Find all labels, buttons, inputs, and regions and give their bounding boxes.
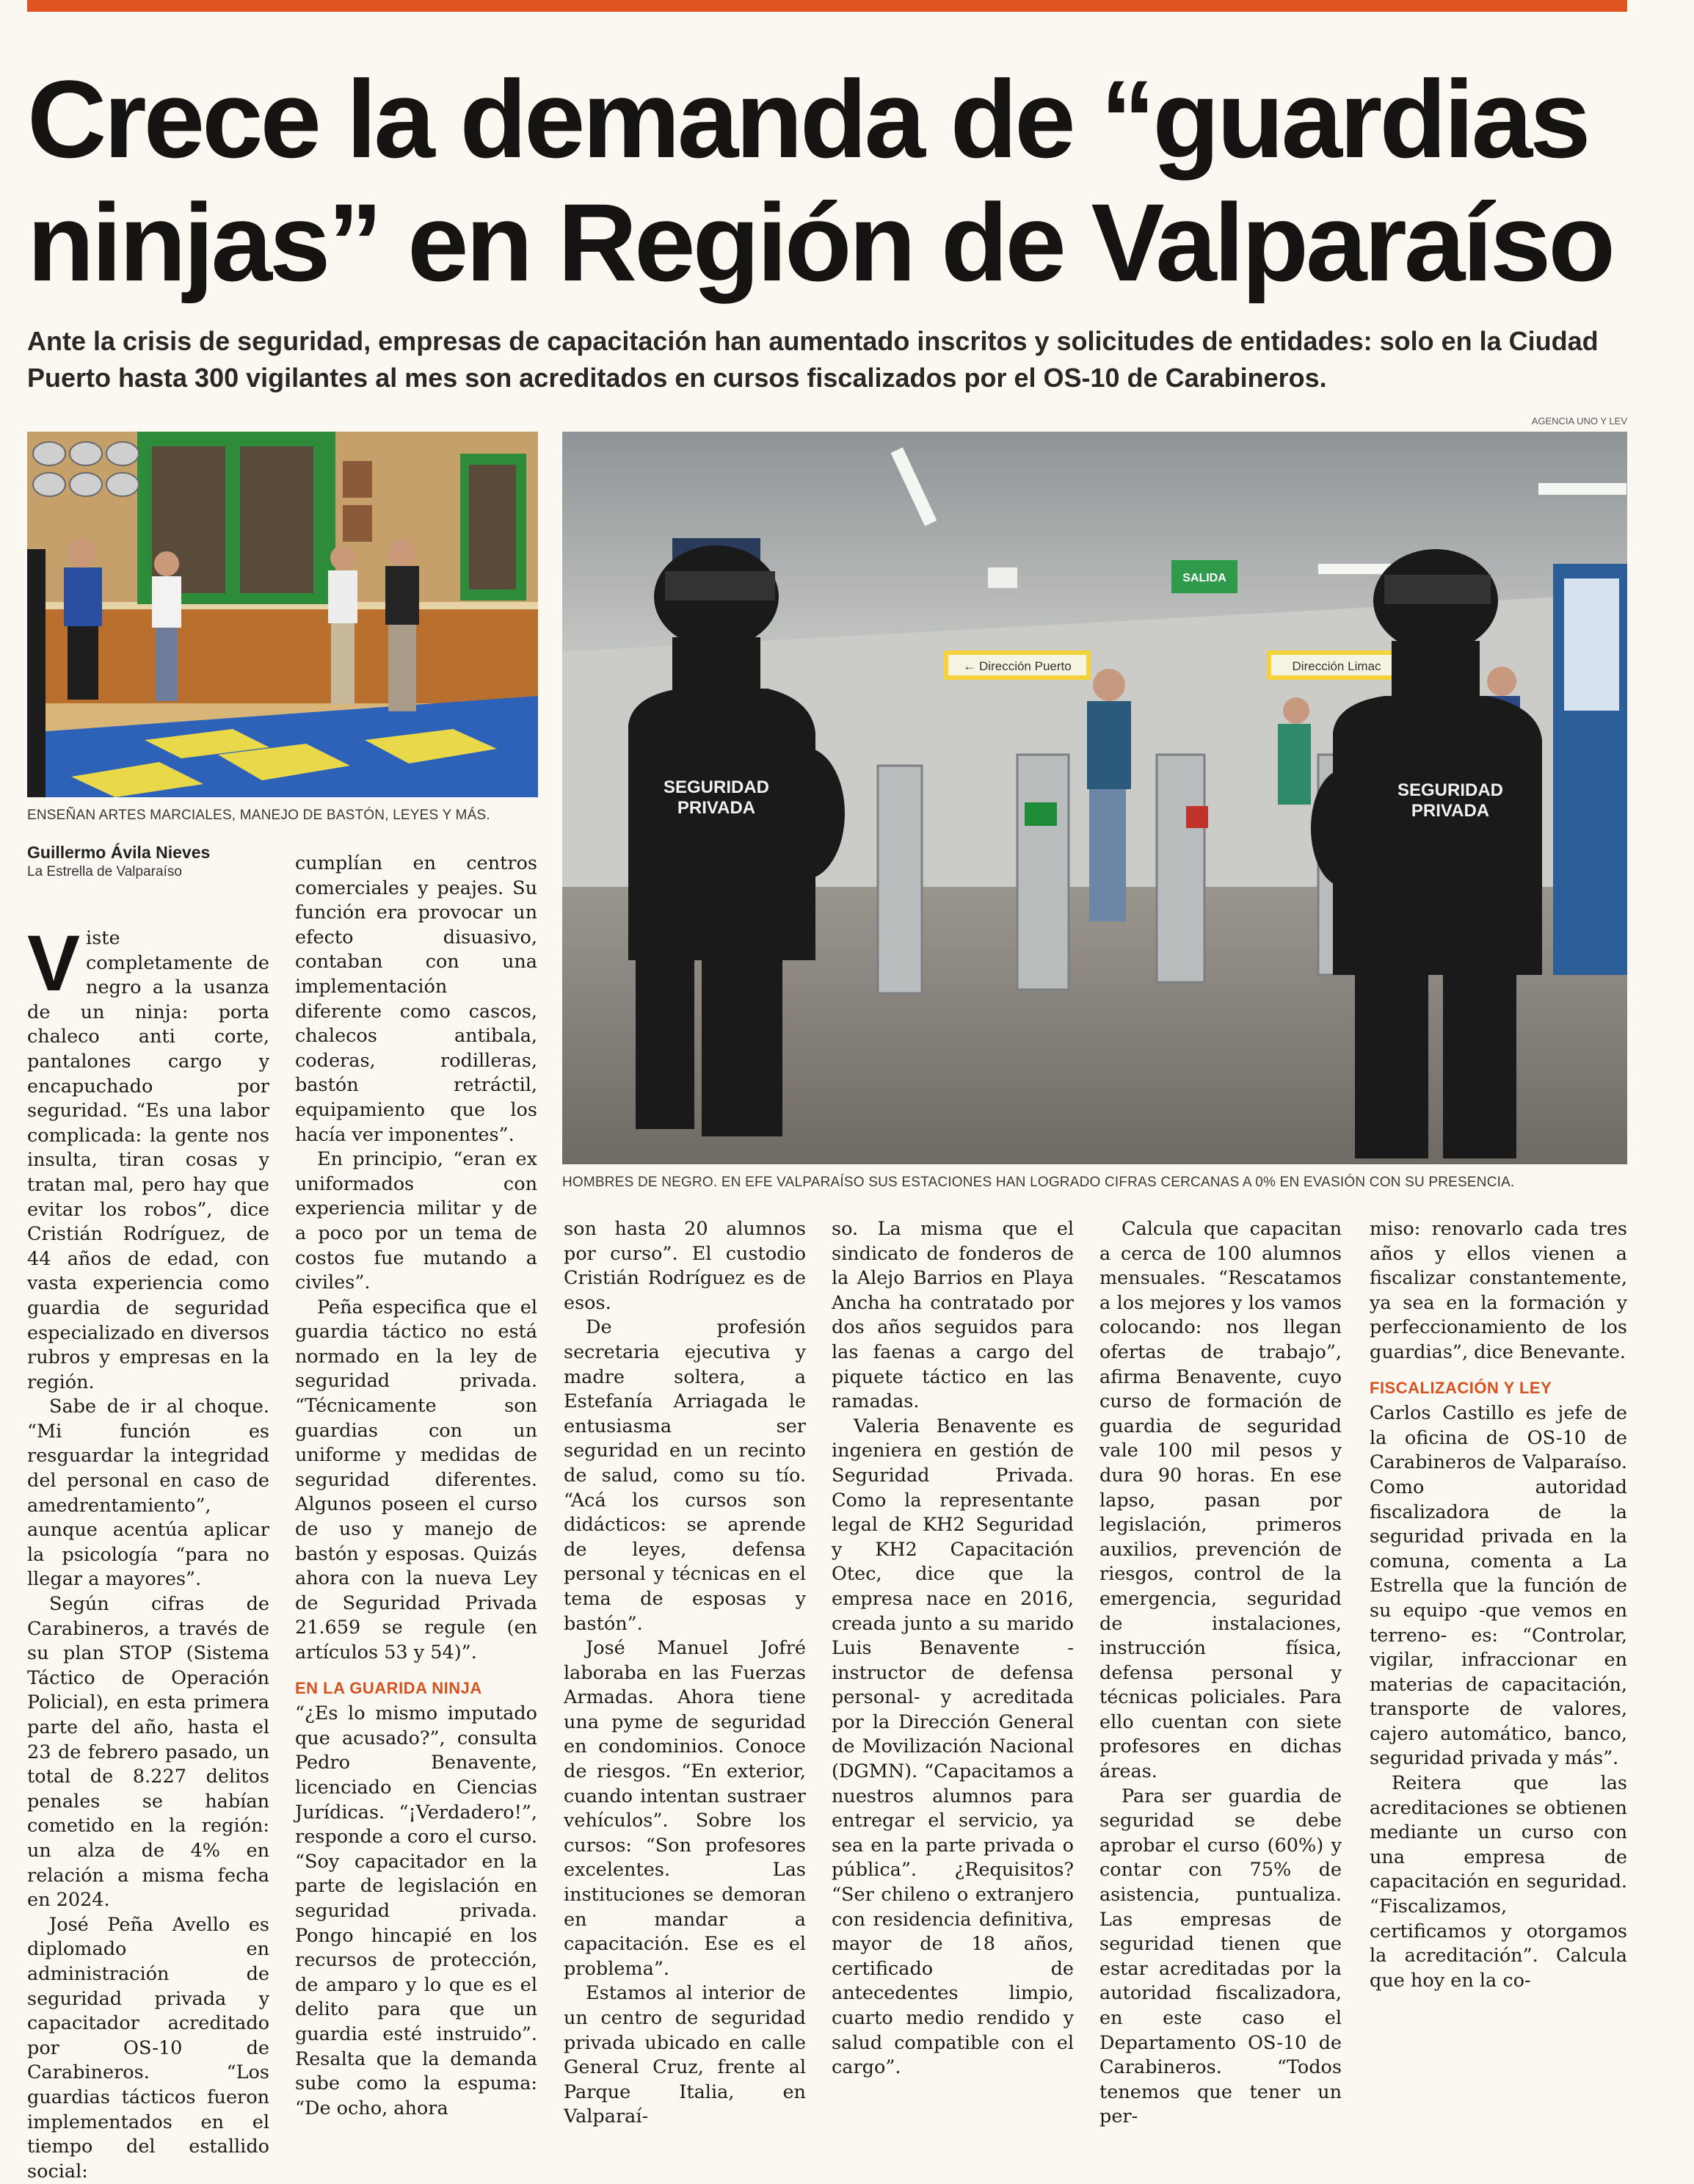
headline-line-1: Crece la demanda de “guardias (27, 57, 1588, 181)
column-6 (1370, 1217, 1627, 1993)
paragraph: En principio, “eran ex uniformados con experiencia militar y de a poco por un tema de costos fue mutando a civiles”. (295, 1148, 537, 1294)
paragraph: “¿Es lo mismo imputado que acusado?”, consulta Pedro Benavente, licenciado en Ciencias Jurídicas. “¡Verdadero!”, responde a coro el curso. “Soy capacitador en la parte de legislación en seguridad privada. Pongo hincapié en los recursos de protección, de amparo y lo que es el delito para que un guardia esté instruido”. Resalta que la demanda sube como la espuma: “De ocho, ahora (295, 1702, 537, 2119)
paragraph: Reitera que las acreditaciones se obtienen mediante un curso con una empresa de capacitación en seguridad. “Fiscalizamos, certificamos y otorgamos la acreditación”. Calcula que hoy en la co- (1370, 1772, 1627, 1992)
paragraph: José Peña Avello es diplomado en administración de seguridad privada y capacitador acreditado por OS-10 de Carabineros. “Los guardias tácticos fueron implementados en el tiempo del estallido social: (27, 1913, 269, 2183)
sign-limache: Dirección Limac (1292, 659, 1381, 673)
paragraph: Valeria Benavente es ingeniera en gestión de Seguridad Privada. Como la representante legal de KH2 Seguridad y KH2 Capacitación Otec, dice que la empresa nace en 2016, creada junto a su marido Luis Benavente -instructor de defensa personal- y acreditada por la Dirección General de Movilización Nacional (DGMN). “Capacitamos a nuestros alumnos para entregar el servicio, ya sea en la parte privada o pública”. ¿Requisitos? “Ser chileno o extranjero con residencia definitiva, mayor de 18 años, certificado de antecedentes limpio, cuarto medio rendido y salud compatible con el cargo”. (832, 1415, 1074, 2079)
author-name: Guillermo Ávila Nieves (27, 843, 211, 862)
paragraph: Sabe de ir al choque. “Mi función es resguardar la integridad del personal en caso de amedrentamiento”, aunque acentúa aplicar la psicología “para no llegar a mayores”. (27, 1396, 269, 1591)
top-accent-bar (27, 0, 1627, 12)
author-outlet: La Estrella de Valparaíso (27, 864, 182, 879)
vest-right-line1: SEGURIDAD (1397, 780, 1504, 800)
byline (27, 843, 291, 880)
column-5 (1099, 1217, 1342, 2130)
drop-cap: V (27, 918, 81, 1007)
headline-line-2: ninjas” en Región de Valparaíso (27, 181, 1613, 304)
vest-right-line2: PRIVADA (1411, 801, 1490, 821)
paragraph: Carlos Castillo es jefe de la oficina de OS-10 de Carabineros de Valparaíso. Como autoridad fiscalizadora de la seguridad privada en la comuna, comenta a La Estrella que la función de su equipo -que vemos en terreno- es: “Controlar, vigilar, infraccionar en materias de capacitación, transporte de valores, cajero automático, banco, seguridad privada y más”. (1370, 1402, 1627, 1770)
paragraph: cumplían en centros comerciales y peajes. Su función era provocar un efecto disuasivo, contaban con una implementación diferente como cascos, chalecos antibala, coderas, rodilleras, bastón retráctil, equipamiento que los hacía ver imponentes”. (295, 852, 537, 1146)
sign-salida: SALIDA (1182, 572, 1226, 584)
column-4 (832, 1217, 1074, 2080)
paragraph: miso: renovarlo cada tres años y ellos vienen a fiscalizar constantemente, ya sea en la formación y perfeccionamiento de los guardias”, dice Benevante. (1370, 1218, 1627, 1363)
paragraph: Calcula que capacitan a cerca de 100 alumnos mensuales. “Rescatamos a los mejores y los vamos colocando: nos llegan ofertas de trabajo”, afirma Benavente, cuyo curso de formación de guardia de seguridad vale 100 mil pesos y dura 90 horas. En ese lapso, pasan por legislación, primeros auxilios, prevención de riesgos, control de la emergencia, seguridad de instalaciones, instrucción física, defensa personal y técnicas policiales. Para ello cuentan con siete profesores en dichas áreas. (1099, 1218, 1342, 1783)
caption-left-photo: ENSEÑAN ARTES MARCIALES, MANEJO DE BASTÓN, LEYES Y MÁS. (27, 808, 490, 823)
paragraph: son hasta 20 alumnos por curso”. El custodio Cristián Rodríguez es de esos. (564, 1218, 806, 1314)
paragraph: Estamos al interior de un centro de seguridad privada ubicado en calle General Cruz, frente al Parque Italia, en Valparaí- (564, 1982, 806, 2128)
paragraph: so. La misma que el sindicato de fonderos de la Alejo Barrios en Playa Ancha ha contratado por dos años seguidos para las faenas a cargo del piquete táctico en las ramadas. (832, 1218, 1074, 1413)
column-2 (295, 852, 537, 2121)
subhead-guarida: EN LA GUARIDA NINJA (295, 1678, 482, 1697)
column-3 (564, 1217, 806, 2130)
caption-main-photo: HOMBRES DE NEGRO. EN EFE VALPARAÍSO SUS ESTACIONES HAN LOGRADO CIFRAS CERCANAS A 0% EN EVASIÓN CON SU PRESENCIA. (562, 1175, 1515, 1190)
paragraph: Para ser guardia de seguridad se debe aprobar el curso (60%) y contar con 75% de asistencia, puntualiza. Las empresas de seguridad tienen que estar acreditadas por la autoridad fiscalizadora, en este caso el Departamento OS-10 de Carabineros. “Todos tenemos que tener un per- (1099, 1785, 1342, 2128)
paragraph: De profesión secretaria ejecutiva y madre soltera, a Estefanía Arriagada le entusiasma ser seguridad en un recinto de salud, como su tío. “Acá los cursos son didácticos: se aprende de leyes, defensa personal y técnicas en el tema de esposas y bastón”. (564, 1316, 806, 1635)
paragraph: Peña especifica que el guardia táctico no está normado en la ley de seguridad privada. “Técnicamente son guardias con un uniforme y medidas de seguridad diferentes. Algunos poseen el curso de uso y manejo de bastón y esposas. Quizás ahora con la nueva Ley de Seguridad Privada 21.659 se regule (en artículos 53 y 54)”. (295, 1296, 537, 1664)
subhead-fiscalizacion: FISCALIZACIÓN Y LEY (1370, 1378, 1552, 1397)
photo-station-guards (562, 432, 1627, 1164)
paragraph: Viste completamente de negro a la usanza de un ninja: porta chaleco anti corte, pantalones cargo y encapuchado por seguridad. “Es una labor complicada: la gente nos insulta, tiran cosas y tratan mal, pero hay que evitar los robos”, dice Cristián Rodríguez, de 44 años de edad, con vasta experiencia como guardia de seguridad especializado en diversos rubros y empresas en la región. (27, 918, 269, 1393)
vest-left-line2: PRIVADA (677, 798, 756, 818)
headline (27, 57, 1642, 304)
paragraph: Según cifras de Carabineros, a través de su plan STOP (Sistema Táctico de Operación Policial), en esta primera parte del año, hasta el 23 de febrero pasado, un total de 8.227 delitos penales se habían cometido en la región: un alza de 4% en relación a misma fecha en 2024. (27, 1593, 269, 1912)
vest-left-line1: SEGURIDAD (663, 777, 770, 797)
column-1 (27, 918, 269, 2184)
deck-subtitle: Ante la crisis de seguridad, empresas de capacitación han aumentado inscritos y solicitudes de entidades: solo en la Ciudad Puerto hasta 300 vigilantes al mes son acreditados en cursos fiscalizados por el OS-10 de Carabineros. (27, 326, 1599, 393)
paragraph: José Manuel Jofré laboraba en las Fuerzas Armadas. Ahora tiene una pyme de seguridad en condominios. Conoce de riesgos. “En exterior, cuando intentan sustraer vehículos”. Sobre los cursos: “Son profesores excelentes. Las instituciones se demoran en mandar a capacitación. Ese es el problema”. (564, 1637, 806, 1980)
sign-puerto: ← Dirección Puerto (963, 659, 1072, 673)
photo-credit: AGENCIA UNO Y LEV (1531, 416, 1627, 427)
photo-training-class (27, 432, 538, 797)
